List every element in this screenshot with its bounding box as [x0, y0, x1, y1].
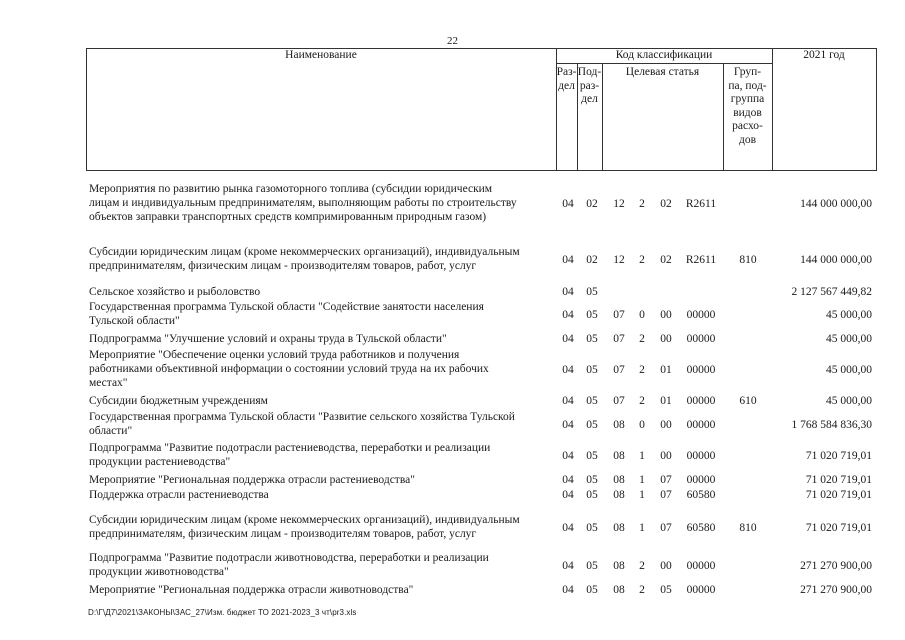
row-name: Субсидии юридическим лицам (кроме некоммерческих организаций), индивидуальным предпринимателям, физическим лицам - производителям товаров, работ, услуг	[89, 246, 520, 272]
row-cs-subprogram: 2	[639, 254, 645, 266]
row-cs-event: 07	[660, 474, 672, 486]
row-razdel: 04	[562, 450, 574, 462]
row-razdel: 04	[562, 254, 574, 266]
row-razdel: 04	[562, 419, 574, 431]
row-cs-event: 01	[660, 364, 672, 376]
row-cs-subprogram: 1	[639, 474, 645, 486]
row-cs-program: 08	[613, 489, 625, 501]
row-cs-program: 07	[613, 309, 625, 321]
row-cs-event: 02	[660, 198, 672, 210]
header-name: Наименование	[285, 49, 357, 61]
page-number: 22	[447, 35, 458, 47]
row-amount: 71 020 719,01	[805, 474, 872, 486]
row-razdel: 04	[562, 286, 574, 298]
row-amount: 144 000 000,00	[800, 198, 872, 210]
row-razdel: 04	[562, 474, 574, 486]
row-amount: 71 020 719,01	[805, 489, 872, 501]
row-cs-program: 08	[613, 474, 625, 486]
row-cs-subprogram: 2	[639, 395, 645, 407]
row-podrazdel: 02	[586, 254, 598, 266]
row-cs-subprogram: 0	[639, 309, 645, 321]
row-cs-subprogram: 1	[639, 450, 645, 462]
row-cs-event: 07	[660, 522, 672, 534]
row-cs-program: 08	[613, 560, 625, 572]
row-podrazdel: 05	[586, 286, 598, 298]
row-podrazdel: 05	[586, 450, 598, 462]
row-cs-subprogram: 0	[639, 419, 645, 431]
header-target-article: Целевая статья	[625, 66, 700, 78]
row-podrazdel: 05	[586, 584, 598, 596]
row-name: Поддержка отрасли растениеводства	[89, 489, 269, 501]
row-podrazdel: 05	[586, 489, 598, 501]
row-cs-subprogram: 2	[639, 198, 645, 210]
row-razdel: 04	[562, 309, 574, 321]
row-cs-event: 05	[660, 584, 672, 596]
table-header	[86, 48, 877, 171]
row-name: Субсидии юридическим лицам (кроме некоммерческих организаций), индивидуальным предпринимателям, физическим лицам - производителям товаров, работ, услуг	[89, 514, 520, 540]
row-cs-direction: 00000	[686, 395, 716, 407]
row-podrazdel: 05	[586, 309, 598, 321]
row-cs-subprogram: 2	[639, 333, 645, 345]
row-cs-program: 08	[613, 450, 625, 462]
row-cs-program: 07	[613, 333, 625, 345]
row-razdel: 04	[562, 333, 574, 345]
row-cs-direction: 00000	[686, 450, 716, 462]
row-name: Мероприятия по развитию рынка газомоторного топлива (субсидии юридическим лицам и индивидуальным предпринимателям, выполняющим работы по строительству объектов заправки транспортных средств компримированным природным газом)	[89, 183, 517, 223]
row-podrazdel: 05	[586, 419, 598, 431]
row-cs-subprogram: 2	[639, 560, 645, 572]
row-cs-subprogram: 1	[639, 489, 645, 501]
row-cs-subprogram: 1	[639, 522, 645, 534]
row-cs-event: 00	[660, 333, 672, 345]
row-razdel: 04	[562, 584, 574, 596]
row-cs-event: 00	[660, 419, 672, 431]
row-name: Подпрограмма "Развитие подотрасли растениеводства, переработки и реализации продукции растениеводства"	[89, 442, 491, 468]
row-podrazdel: 05	[586, 364, 598, 376]
row-cs-direction: 00000	[686, 309, 716, 321]
row-cs-direction: R2611	[685, 254, 717, 266]
row-razdel: 04	[562, 364, 574, 376]
row-amount: 2 127 567 449,82	[791, 286, 872, 298]
row-name: Субсидии бюджетным учреждениям	[89, 395, 268, 407]
row-amount: 45 000,00	[826, 364, 872, 376]
row-cs-program: 07	[613, 364, 625, 376]
row-amount: 45 000,00	[826, 395, 872, 407]
row-name: Мероприятие "Региональная поддержка отрасли животноводства"	[89, 584, 414, 596]
row-amount: 271 270 900,00	[800, 560, 872, 572]
header-code-classification: Код классификации	[615, 49, 713, 61]
row-name: Сельское хозяйство и рыболовство	[89, 286, 261, 298]
header-razdel: Раз- дел	[556, 66, 577, 92]
row-cs-program: 12	[613, 254, 625, 266]
row-amount: 71 020 719,01	[805, 522, 872, 534]
row-razdel: 04	[562, 198, 574, 210]
file-path-footer: D:\Г\Д7\2021\ЗАКОНЫ\ЗАС_27\Изм. бюджет ТО 2021-2023_3 чт\pr3.xls	[88, 608, 357, 617]
row-cs-event: 02	[660, 254, 672, 266]
row-name: Подпрограмма "Развитие подотрасли животноводства, переработки и реализации продукции животноводства"	[89, 552, 489, 578]
row-cs-event: 00	[660, 309, 672, 321]
row-amount: 271 270 900,00	[800, 584, 872, 596]
row-group: 810	[739, 522, 757, 534]
row-cs-direction: 60580	[686, 489, 716, 501]
row-name: Государственная программа Тульской области "Содействие занятости населения Тульской области"	[89, 301, 484, 327]
row-amount: 45 000,00	[826, 333, 872, 345]
row-group: 610	[739, 395, 757, 407]
row-cs-event: 07	[660, 489, 672, 501]
row-cs-subprogram: 2	[639, 584, 645, 596]
row-cs-direction: 00000	[686, 560, 716, 572]
row-cs-program: 08	[613, 584, 625, 596]
row-cs-event: 00	[660, 450, 672, 462]
row-group: 810	[739, 254, 757, 266]
row-podrazdel: 05	[586, 395, 598, 407]
row-cs-program: 07	[613, 395, 625, 407]
row-podrazdel: 05	[586, 474, 598, 486]
row-cs-program: 08	[613, 522, 625, 534]
row-cs-direction: 00000	[686, 584, 716, 596]
row-cs-direction: 00000	[686, 333, 716, 345]
row-podrazdel: 05	[586, 333, 598, 345]
row-razdel: 04	[562, 560, 574, 572]
row-razdel: 04	[562, 489, 574, 501]
header-year: 2021 год	[803, 49, 845, 61]
header-podrazdel: Под- раз- дел	[577, 66, 602, 106]
row-amount: 144 000 000,00	[800, 254, 872, 266]
row-razdel: 04	[562, 395, 574, 407]
row-name: Государственная программа Тульской области "Развитие сельского хозяйства Тульской области"	[89, 411, 515, 437]
row-amount: 1 768 584 836,30	[791, 419, 872, 431]
row-amount: 45 000,00	[826, 309, 872, 321]
row-name: Подпрограмма "Улучшение условий и охраны труда в Тульской области"	[89, 333, 447, 345]
row-cs-direction: R2611	[685, 198, 717, 210]
row-cs-event: 01	[660, 395, 672, 407]
row-podrazdel: 05	[586, 560, 598, 572]
row-amount: 71 020 719,01	[805, 450, 872, 462]
row-razdel: 04	[562, 522, 574, 534]
row-cs-direction: 00000	[686, 474, 716, 486]
header-group: Груп- па, под- группа видов расхо- дов	[728, 66, 767, 146]
row-podrazdel: 05	[586, 522, 598, 534]
row-cs-direction: 00000	[686, 364, 716, 376]
row-podrazdel: 02	[586, 198, 598, 210]
row-cs-direction: 60580	[686, 522, 716, 534]
row-cs-event: 00	[660, 560, 672, 572]
row-cs-subprogram: 2	[639, 364, 645, 376]
row-name: Мероприятие "Обеспечение оценки условий труда работников и получения работниками объективной информации о состоянии условий труда на их рабочих местах"	[89, 349, 489, 389]
row-name: Мероприятие "Региональная поддержка отрасли растениеводства"	[89, 474, 415, 486]
row-cs-program: 08	[613, 419, 625, 431]
row-cs-program: 12	[613, 198, 625, 210]
row-cs-direction: 00000	[686, 419, 716, 431]
